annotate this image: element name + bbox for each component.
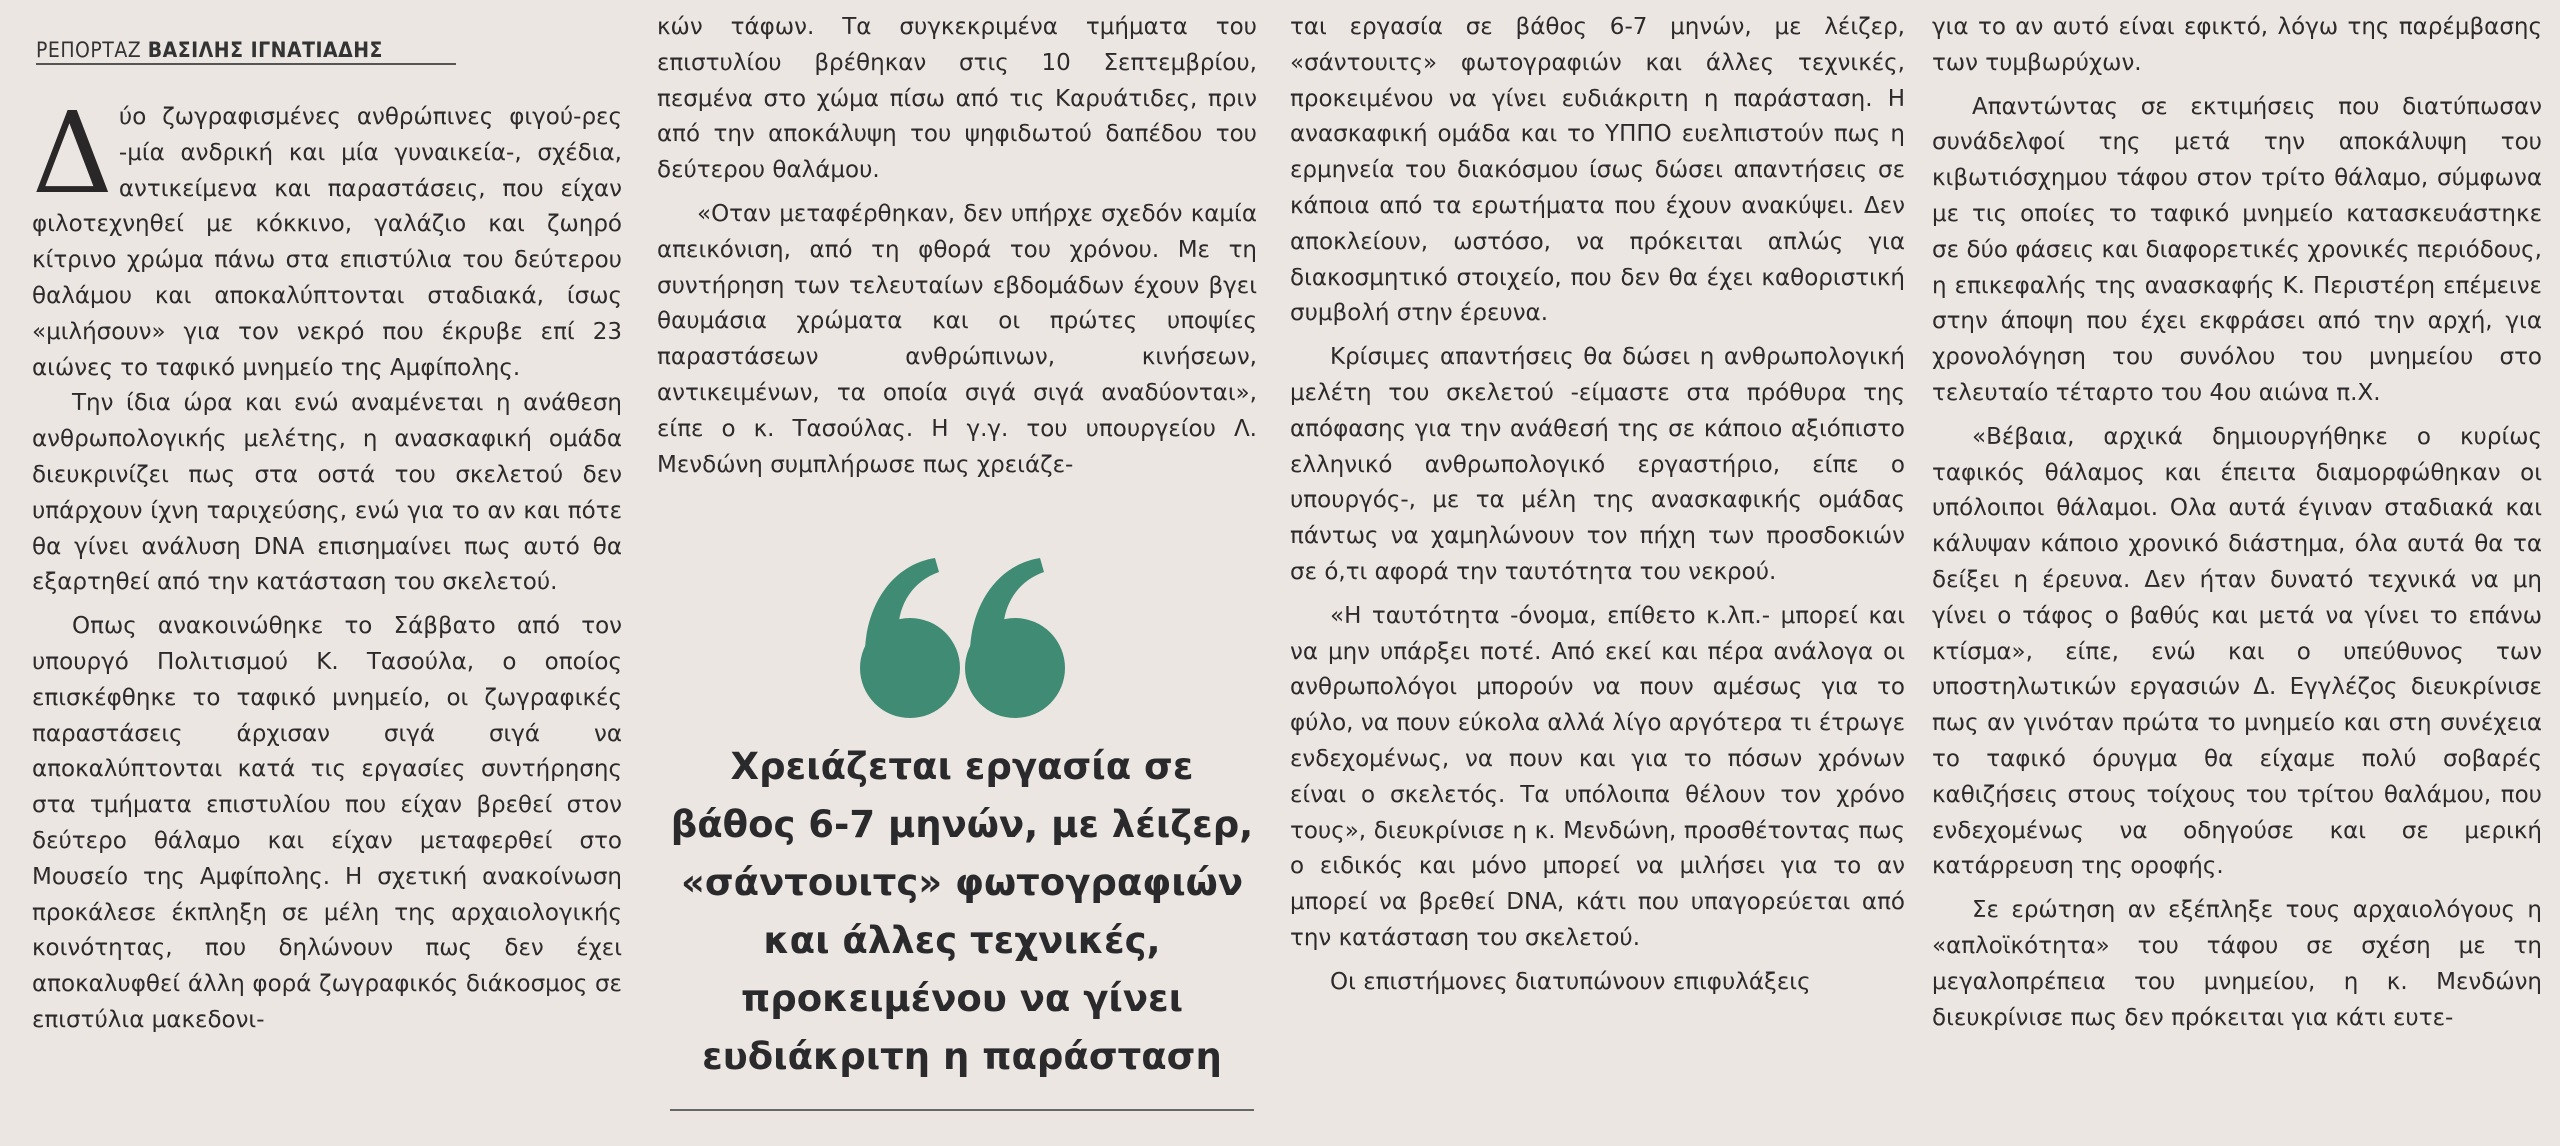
- column-1: [32, 89, 622, 1039]
- paragraph: κών τάφων. Τα συγκεκριμένα τμήματα του επιστυλίου βρέθηκαν στις 10 Σεπτεμβρίου, πεσμένα στο χώμα πίσω από τις Καρυάτιδες, πριν από την αποκάλυψη του ψηφιδωτού δαπέδου του δεύτερου θαλάμου.: [657, 14, 1257, 184]
- quote-mark-icon: [855, 550, 1070, 720]
- column-2: [657, 10, 1257, 483]
- paragraph: «Οταν μεταφέρθηκαν, δεν υπήρχε σχεδόν καμία απεικόνιση, από τη φθορά του χρόνου. Με τη συντήρηση των τελευταίων εβδομάδων έχουν βγει θαυμάσια χρώματα και οι πρώτες υποψίες παραστάσεων ανθρώπινων, κινήσεων, αντικειμένων, τα οποία σιγά σιγά αναδύονται», είπε ο κ. Τασούλας. Η γ.γ. του υπουργείου Λ. Μενδώνη συμπλήρωσε πως χρειάζε-: [657, 200, 1257, 478]
- paragraph: ται εργασία σε βάθος 6-7 μηνών, με λέιζερ, «σάντουιτς» φωτογραφιών και άλλες τεχνικές, προκειμένου να γίνει ευδιάκριτη η παράσταση. Η ανασκαφική ομάδα και το ΥΠΠΟ ευελπιστούν πως η ερμηνεία του διακόσμου ίσως δώσει απαντήσεις σε κάποια από τα ερωτήματα που έχουν ανακύψει. Δεν αποκλείουν, ωστόσο, να πρόκειται απλώς για διακοσμητικό στοιχείο, που δεν θα έχει καθοριστική συμβολή στην έρευνα.: [1290, 14, 1905, 327]
- paragraph: Απαντώντας σε εκτιμήσεις που διατύπωσαν συνάδελφοί της μετά την αποκάλυψη του κιβωτιόσχημου τάφου στον τρίτο θάλαμο, σύμφωνα με τις οποίες το ταφικό μνημείο κατασκευάστηκε σε δύο φάσεις και διαφορετικές χρονικές περιόδους, η επικεφαλής της ανασκαφής Κ. Περιστέρη επέμεινε στην άποψη που έχει εκφράσει από την αρχή, για χρονολόγηση του συνόλου του μνημείου στο τελευταίο τέταρτο του 4ου αιώνα π.Χ.: [1932, 93, 2542, 406]
- paragraph: «Η ταυτότητα -όνομα, επίθετο κ.λπ.- μπορεί και να μην υπάρξει ποτέ. Από εκεί και πέρα ανάλογα οι ανθρωπολόγοι μπορούν να πουν αμέσως για το φύλο, να πουν εύκολα αλλά λίγο αργότερα τι έτρωγε ενδεχομένως, να πουν και για το πόσων χρόνων είναι ο σκελετός. Τα υπόλοιπα θέλουν τον χρόνο τους», διευκρίνισε η κ. Μενδώνη, προσθέτοντας πως ο ειδικός και μόνο μπορεί να μιλήσει για το αν μπορεί να βρεθεί DNA, κάτι που υπαγορεύεται από την κατάσταση του σκελετού.: [1290, 602, 1905, 951]
- paragraph: Κρίσιμες απαντήσεις θα δώσει η ανθρωπολογική μελέτη του σκελετού -είμαστε στα πρόθυρα της απόφασης για την ανάθεσή της σε κάποιο αξιόπιστο ελληνικό ανθρωπολογικό εργαστήριο, είπε ο υπουργός-, με τα μέλη της ανασκαφικής ομάδας πάντως να χαμηλώνουν τον πήχη των προσδοκιών σε ό,τι αφορά την ταυτότητα του νεκρού.: [1290, 344, 1905, 585]
- paragraph: Οπως ανακοινώθηκε το Σάββατο από τον υπουργό Πολιτισμού Κ. Τασούλα, ο οποίος επισκέφθηκε το ταφικό μνημείο, οι ζωγραφικές παραστάσεις άρχισαν σιγά σιγά να αποκαλύπτονται κατά τις εργασίες συντήρησης στα τμήματα επιστυλίου που είχαν βρεθεί στον δεύτερο θάλαμο και είχαν μεταφερθεί στο Μουσείο της Αμφίπολης. Η σχετική ανακοίνωση προκάλεσε έκπληξη σε μέλη της αρχαιολογικής κοινότητας, που δηλώνουν πως δεν έχει αποκαλυφθεί άλλη φορά ζωγραφικός διάκοσμος σε επιστύλια μακεδονι-: [32, 613, 622, 1033]
- byline-section: ΡΕΠΟΡΤΑΖ: [36, 38, 142, 62]
- column-4: [1932, 10, 2542, 1036]
- pull-quote: Χρειάζεται εργασία σε βάθος 6-7 μηνών, με λέιζερ, «σάντουιτς» φωτογραφιών και άλλες τεχνικές, προκειμένου να γίνει ευδιάκριτη η παράσταση: [670, 745, 1254, 1078]
- paragraph: «Βέβαια, αρχικά δημιουργήθηκε ο κυρίως ταφικός θάλαμος και έπειτα διαμορφώθηκαν οι υπόλοιποι θάλαμοι. Ολα αυτά έγιναν σταδιακά και κάλυψαν κάποιο χρονικό διάστημα, όλα αυτά θα τα δείξει η έρευνα. Δεν ήταν δυνατό τεχνικά να μη γίνει ο τάφος ο βαθύς και μετά να γίνει το επάνω κτίσμα», είπε, ενώ και ο υπεύθυνος των υποστηλωτικών εργασιών Δ. Εγγλέζος διευκρίνισε πως αν γινόταν πρώτα το μνημείο και στη συνέχεια το ταφικό όρυγμα θα είχαμε πολύ σοβαρές καθιζήσεις στους τοίχους του τρίτου θαλάμου, που ενδεχομένως να οδηγούσε και σε μερική κατάρρευση της οροφής.: [1932, 423, 2542, 880]
- paragraph: για το αν αυτό είναι εφικτό, λόγω της παρέμβασης των τυμβωρύχων.: [1932, 14, 2542, 76]
- divider: [670, 1109, 1254, 1111]
- paragraph: Οι επιστήμονες διατυπώνουν επιφυλάξεις: [1330, 968, 1811, 995]
- paragraph: Δύο ζωγραφισμένες ανθρώπινες φιγού-ρες -μία ανδρική και μία γυναικεία-, σχέδια, αντικείμενα και παραστάσεις, που είχαν φιλοτεχνηθεί με κόκκινο, γαλάζιο και ζωηρό κίτρινο χρώμα πάνω στα επιστύλια του δεύτερου θαλάμου και αποκαλύπτονται σταδιακά, ίσως «μιλήσουν» για τον νεκρό που έκρυβε επί 23 αιώνες το ταφικό μνημείο της Αμφίπολης.: [32, 89, 622, 381]
- column-3: [1290, 10, 1905, 1001]
- paragraph: Την ίδια ώρα και ενώ αναμένεται η ανάθεση ανθρωπολογικής μελέτης, η ανασκαφική ομάδα διευκρινίζει πως στα οστά του σκελετού δεν υπάρχουν ίχνη ταριχεύσης, ενώ για το αν και πότε θα γίνει ανάλυση DNA επισημαίνει πως αυτό θα εξαρτηθεί από την κατάσταση του σκελετού.: [32, 390, 622, 596]
- drop-cap: Δ: [32, 89, 113, 219]
- byline-author: ΒΑΣΙΛΗΣ ΙΓΝΑΤΙΑΔΗΣ: [147, 38, 383, 62]
- paragraph: Σε ερώτηση αν εξέπληξε τους αρχαιολόγους η «απλοϊκότητα» του τάφου σε σχέση με τη μεγαλοπρέπεια του μνημείου, η κ. Μενδώνη διευκρίνισε πως δεν πρόκειται για κάτι ευτε-: [1932, 897, 2542, 1031]
- byline: [36, 38, 456, 65]
